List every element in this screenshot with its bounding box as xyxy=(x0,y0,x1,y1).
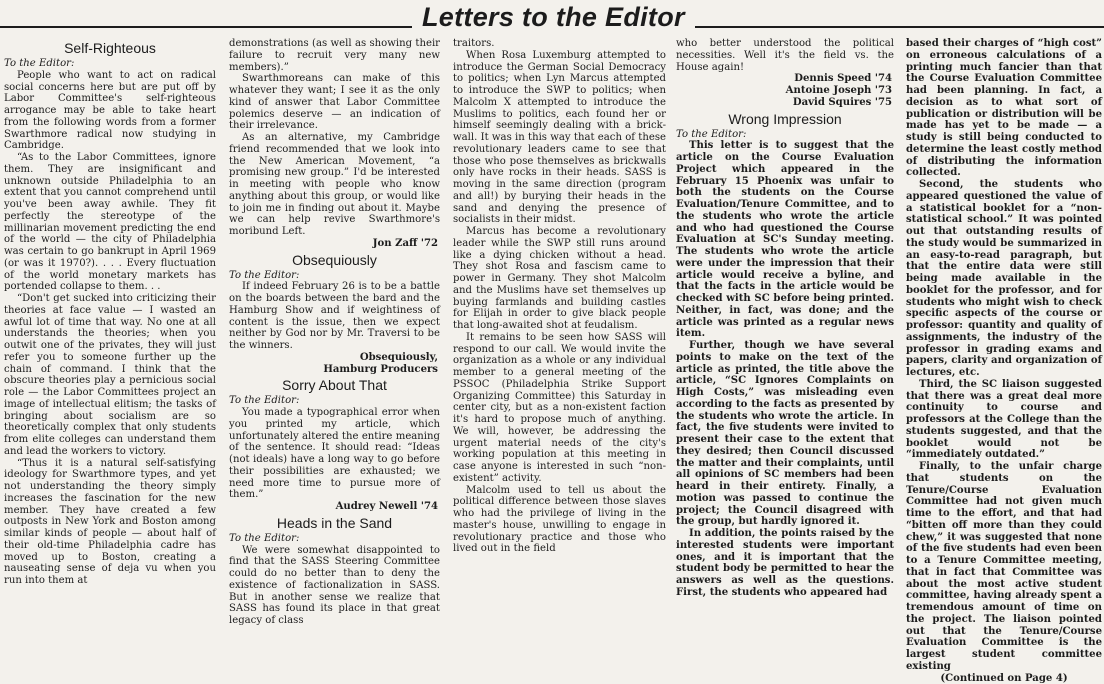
letter-paragraph: Swarthmoreans can make of this whatever they want; I see it as the only kind of answer that Labor Committee polemics deserve — an indication of their irrelevance. xyxy=(229,73,440,132)
letter-paragraph: It remains to be seen how SASS will respond to our call. We would invite the organization as a whole or any individual member to a general meeting of the PSSOC (Philadelphia Strike Support Organizing Committee) this Saturday in center city, but as a non-existent faction it's hard to propose much of anything. We will, however, be addressing the urgent material needs of the city's working population at this meeting in case anyone is interested in such “non-existent” activity. xyxy=(453,332,666,485)
letter-heading-wrong-impression: Wrong Impression xyxy=(676,111,894,128)
letter-paragraph: As an alternative, my Cambridge friend recommended that we look into the New American Movement, “a promising new group.” I'd be interested in meeting with people who know anything about this group, or would like to join me in finding out about it. Maybe we can help revive Swarthmore's moribund Left. xyxy=(229,132,440,238)
letter-paragraph: You made a typographical error when you printed my article, which unfortunately altered the entire meaning of the sentence. It should read: “Ideas (not ideals) have a long way to go before their possibilities are exhausted; we need more time to pursue more of them.” xyxy=(229,407,440,501)
letter-paragraph: Finally, to the unfair charge that students on the Tenure/Course Evaluation Committee had not given much time to the effort, and that had “bitten off more than they could chew,” it was suggested that none of the five students had even been to a Tenure Committee meeting, that in fact that Committee was about the most active student committee, having already spent a tremendous amount of time on the project. The liaison pointed out that the Tenure/Course Evaluation Committee is the largest student committee existing xyxy=(906,461,1102,673)
letter-heading-heads-in-the-sand: Heads in the Sand xyxy=(229,515,440,532)
letter-heading-obsequiously: Obsequiously xyxy=(229,252,440,269)
letter-paragraph: “Don't get sucked into criticizing their theories at face value — I wasted an awful lot of time that way. No one at all understands the theories; when you outwit one of the privates, they will just refer you to someone further up the chain of command. I think that the obscure theories play a pernicious social role — the Labor Committees project an image of intellectual elitism; the tasks of bringing about socialism are so theoretically complex that only students from elite colleges can understand them and lead the workers to victory. xyxy=(4,293,216,458)
letter-heading-self-righteous: Self-Righteous xyxy=(4,40,216,57)
letter-paragraph: demonstrations (as well as showing their failure to recruit very many new members).” xyxy=(229,38,440,73)
salutation: To the Editor: xyxy=(676,129,894,141)
letter-paragraph: Second, the students who appeared questioned the value of a statistical booklet for a “non-statistical school.” It was pointed out that outstanding results of the study would be summarized in an easy-to-read paragraph, but that the entire data were still being made available in the booklet for the professor, and for students who might wish to check specific aspects of the course or professor: quantity and quality of assignments, the industry of the professor in grading exams and papers, clarity and organization of lectures, etc. xyxy=(906,179,1102,379)
letter-paragraph: who better understood the political necessities. Well it's the field vs. the House again! xyxy=(676,38,894,73)
letter-paragraph: Marcus has become a revolutionary leader while the SWP still runs around like a dying chicken without a head. They shot Rosa and fascism came to power in Germany. They shot Malcolm and the Muslims have set themselves up buying farmlands and building castles for Elijah in order to give black people that long-awaited shot at feudalism. xyxy=(453,226,666,332)
continued-note: (Continued on Page 4) xyxy=(906,673,1102,684)
signature: Jon Zaff '72 xyxy=(229,238,438,250)
letter-paragraph: Further, though we have several points to make on the text of the article as printed, the title above the article, “SC Ignores Complaints on High Costs,” was misleading even according to the facts as presented by the students who wrote the article. In fact, the five students were invited to present their case to the extent that they desired; then Council discussed the matter and their complaints, until all opinions of SC members had been heard in their entirety. Finally, a motion was passed to continue the project; the Council disagreed with the group, but hardly ignored it. xyxy=(676,340,894,528)
column-4 xyxy=(676,38,894,659)
letter-paragraph: If indeed February 26 is to be a battle on the boards between the bard and the Hamburg Show and if weightiness of content is the issue, then we expect neither by God nor by Mr. Traversi to be the winners. xyxy=(229,281,440,352)
salutation: To the Editor: xyxy=(229,270,440,282)
letter-paragraph: Malcolm used to tell us about the political difference between those slaves who had the privilege of living in the master's house, unwilling to engage in revolutionary practice and those who lived out in the field xyxy=(453,485,666,556)
salutation: To the Editor: xyxy=(4,58,216,70)
signature: David Squires '75 xyxy=(676,97,892,109)
signature: Hamburg Producers xyxy=(229,364,438,376)
page-title: Letters to the Editor xyxy=(412,0,695,34)
letter-heading-sorry-about-that: Sorry About That xyxy=(229,377,440,394)
signature: Antoine Joseph '73 xyxy=(676,85,892,97)
letter-paragraph: based their charges of “high cost” on erroneous calculations of a printing much fancier than that the Course Evaluation Committee had been planning. In fact, a decision as to what sort of publication or distribution will be made has yet to be made — a study is still being conducted to determine the least costly method of distributing the information collected. xyxy=(906,38,1102,179)
letter-paragraph: Third, the SC liaison suggested that there was a great deal more continuity to course and professors at the College than the students suggested, and that the booklet would not be “immediately outdated.” xyxy=(906,379,1102,461)
column-5 xyxy=(906,38,1102,659)
letter-paragraph: “As to the Labor Committees, ignore them. They are insignificant and unknown outside Philadelphia to an extent that you cannot comprehend until you've been away awhile. They fit perfectly the stereotype of the millinarian movement predicting the end of the world — the city of Philadelphia was certain to go bankrupt in April 1969 (or was it 1970?). . . . Every fluctuation of the world monetary markets has portended collapse to them. . . xyxy=(4,152,216,293)
signature: Audrey Newell '74 xyxy=(229,501,438,513)
signature: Dennis Speed '74 xyxy=(676,73,892,85)
letter-paragraph: This letter is to suggest that the article on the Course Evaluation Project which appeared in the February 15 Phoenix was unfair to both the students on the Course Evaluation/Tenure Committee, and to the students who wrote the article and who had questioned the Course Evaluation at SC's Sunday meeting. The students who wrote the article were under the impression that their article would receive a byline, and that the facts in the article would be checked with SC before being printed. Neither, in fact, was done; and the article was printed as a regular news item. xyxy=(676,140,894,340)
signature: Obsequiously, xyxy=(229,352,438,364)
letter-paragraph: In addition, the points raised by the interested students were important ones, and it is important that the student body be permitted to hear the answers as well as the questions. First, the students who appeared had xyxy=(676,528,894,599)
salutation: To the Editor: xyxy=(229,395,440,407)
column-3 xyxy=(453,38,666,659)
letter-paragraph: When Rosa Luxemburg attempted to introduce the German Social Democracy to politics; when Lyn Marcus attempted to introduce the SWP to politics; when Malcolm X attempted to introduce the Muslims to politics, each found her or himself seemingly dealing with a brick-wall. It was in this way that each of these revolutionary leaders came to see that those who pose themselves as brickwalls only have rocks in their heads. SASS is moving in the same direction (program and all!) by burying their heads in the sand and denying the presence of socialists in their midst. xyxy=(453,50,666,226)
letter-paragraph: traitors. xyxy=(453,38,666,50)
letter-paragraph: We were somewhat disappointed to find that the SASS Steering Committee could do no better than to deny the existence of factionalization in SASS. But in another sense we realize that SASS has found its place in that great legacy of class xyxy=(229,545,440,627)
column-1 xyxy=(4,38,216,659)
salutation: To the Editor: xyxy=(229,533,440,545)
letter-paragraph: People who want to act on radical social concerns here but are put off by Labor Committee's self-righteous arrogance may be able to take heart from the following words from a former Swarthmore radical now studying in Cambridge. xyxy=(4,70,216,152)
letter-paragraph: “Thus it is a natural self-satisfying ideology for Swarthmore types, and yet not understanding the theory simply increases the fascination for the new member. They have created a few outposts in New York and Boston among similar kinds of people — about half of their old-time Philadelphia cadre has moved up to Boston, creating a nauseating sense of deja vu when you run into them at xyxy=(4,458,216,587)
masthead-banner xyxy=(0,0,1104,36)
column-2 xyxy=(229,38,440,659)
